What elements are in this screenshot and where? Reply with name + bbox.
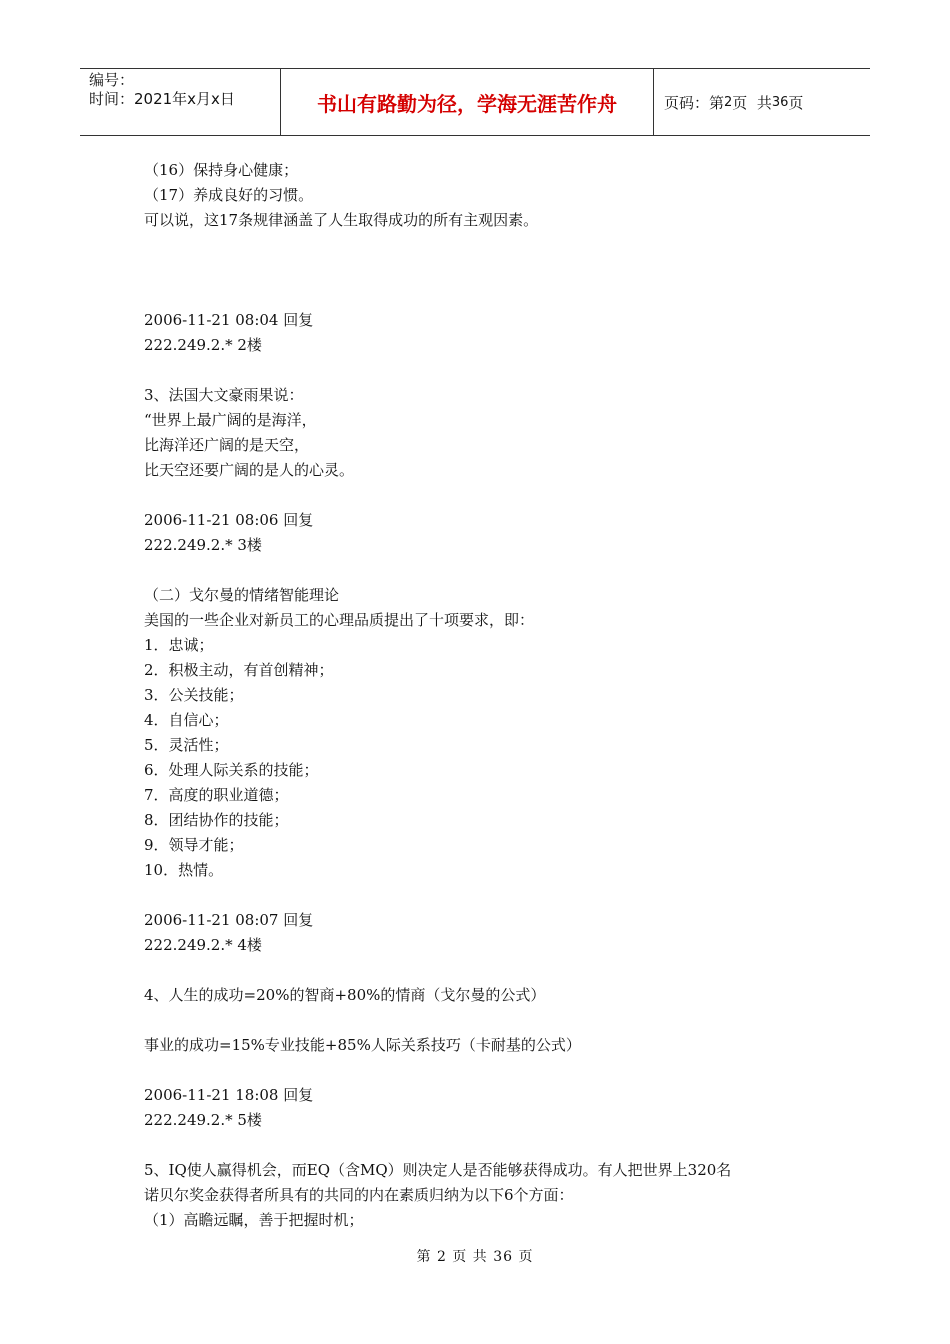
header-page-info [654, 69, 870, 135]
text-line: 3、法国大文豪雨果说： [144, 386, 304, 404]
text-line: 5．灵活性； [144, 736, 229, 754]
page-footer: 第 2 页 共 36 页 [416, 1249, 534, 1265]
text-line: 222.249.2.* 5楼 [144, 1111, 262, 1129]
page-prefix: 页码：第 [664, 93, 725, 112]
blank-line [144, 483, 824, 508]
blank-line [144, 283, 824, 308]
blank-line [144, 558, 824, 583]
text-line: （1）高瞻远瞩，善于把握时机； [144, 1211, 364, 1229]
text-line: （二）戈尔曼的情绪智能理论 [144, 586, 340, 604]
text-line: 2006-11-21 18:08 回复 [144, 1086, 314, 1104]
text-line: 8．团结协作的技能； [144, 811, 289, 829]
document-body [144, 158, 824, 1233]
text-line: 1．忠诚； [144, 636, 214, 654]
text-line: 比海洋还广阔的是天空， [144, 436, 310, 454]
text-line: 美国的一些企业对新员工的心理品质提出了十项要求，即： [144, 611, 535, 629]
text-line: 诺贝尔奖金获得者所具有的共同的内在素质归纳为以下6个方面： [144, 1186, 574, 1204]
text-line: 2006-11-21 08:04 回复 [144, 311, 314, 329]
text-line: 比天空还要广阔的是人的心灵。 [144, 461, 355, 479]
blank-line [144, 258, 824, 283]
text-line: 222.249.2.* 3楼 [144, 536, 262, 554]
text-line: （17）养成良好的习惯。 [144, 186, 314, 204]
page-number: 2 [724, 94, 733, 110]
text-line: “世界上最广阔的是海洋， [144, 411, 317, 429]
page-header [80, 68, 870, 136]
text-line: 2．积极主动，有首创精神； [144, 661, 334, 679]
text-line: 6．处理人际关系的技能； [144, 761, 319, 779]
text-line: （16）保持身心健康； [144, 161, 299, 179]
text-line: 2006-11-21 08:06 回复 [144, 511, 314, 529]
text-line: 4、人生的成功=20%的智商+80%的情商（戈尔曼的公式） [144, 986, 546, 1004]
blank-line [144, 1058, 824, 1083]
blank-line [144, 1133, 824, 1158]
page-total: 36 [771, 94, 789, 110]
blank-line [144, 958, 824, 983]
text-line: 4．自信心； [144, 711, 229, 729]
blank-line [144, 1008, 824, 1033]
blank-line [144, 883, 824, 908]
text-line: 10．热情。 [144, 861, 224, 879]
page-suffix: 页 [788, 93, 804, 112]
text-line: 可以说，这17条规律涵盖了人生取得成功的所有主观因素。 [144, 211, 539, 229]
page-mid: 页 共 [732, 93, 772, 112]
text-line: 2006-11-21 08:07 回复 [144, 911, 314, 929]
text-line: 7．高度的职业道德； [144, 786, 289, 804]
blank-line [144, 233, 824, 258]
text-line: 9．领导才能； [144, 836, 244, 854]
blank-line [144, 358, 824, 383]
number-label: 编号： [89, 71, 135, 89]
time-label: 时间：2021年x月x日 [89, 90, 235, 108]
text-line: 事业的成功=15%专业技能+85%人际关系技巧（卡耐基的公式） [144, 1036, 581, 1054]
text-line: 222.249.2.* 2楼 [144, 336, 262, 354]
text-line: 3．公关技能； [144, 686, 244, 704]
header-motto: 书山有路勤为径，学海无涯苦作舟 [281, 69, 654, 135]
text-line: 222.249.2.* 4楼 [144, 936, 262, 954]
header-meta [80, 69, 281, 135]
text-line: 5、IQ使人赢得机会，而EQ（含MQ）则决定人是否能够获得成功。有人把世界上320名 [144, 1161, 732, 1179]
